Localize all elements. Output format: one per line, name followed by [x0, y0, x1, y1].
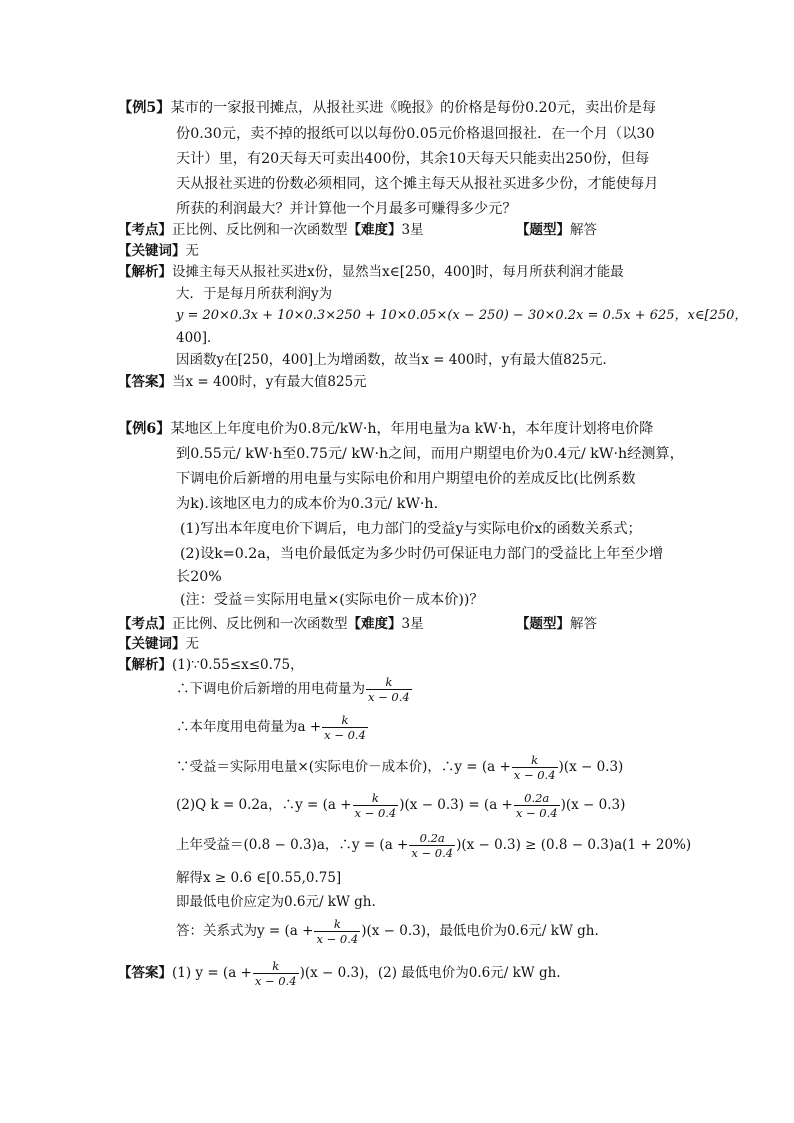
ex6-note: (注：受益＝实际用电量×(实际电价－成本价))？ — [180, 592, 484, 608]
ex6-question-2: (2)设k=0.2a，当电价最低定为多少时仍可保证电力部门的受益比上年至少增 — [180, 546, 664, 562]
fraction: $\frac{0.2a}{x - 0.4}$ — [515, 791, 558, 820]
ex5-line-5: 所获的利润最大？并计算他一个月最多可赚得多少元？ — [176, 201, 517, 217]
ex6-kaodian-row: 【考点】正比例、反比例和一次函数型【难度】3星 — [118, 616, 424, 632]
fraction: $\frac{k}{x - 0.4}$ — [316, 917, 359, 946]
ex5-line-3: 天计）里，有20天每天可卖出400份，其余10天每天只能卖出250份，但每 — [176, 151, 650, 167]
ex5-analysis-line-2: 大．于是每月所获利润y为 — [176, 286, 333, 302]
ex6-analysis-step-7: 解得x ≥ 0.6 ∈[0.55,0.75] — [176, 870, 342, 886]
ex5-answer: 【答案】当x = 400时，y有最大值825元 — [118, 374, 367, 390]
ex6-line-3: 下调电价后新增的用电量与实际电价和用户期望电价的差成反比(比例系数 — [176, 471, 636, 487]
ex6-tixing: 【题型】解答 — [516, 616, 597, 632]
ex5-profit-formula: y = 20×0.3x + 10×0.3×250 + 10×0.05×(x − 250) − 30×0.2x = 0.5x + 625，x∈[250， — [176, 308, 748, 323]
ex5-line-4: 天从报社买进的份数必须相同，这个摊主每天从报社买进多少份，才能使每月 — [176, 176, 659, 192]
ex6-analysis-step-6: 上年受益＝(0.8 − 0.3)a，∴y = (a + $\frac{0.2a}{x - 0.4}$ )(x − 0.3) ≥ (0.8 − 0.3)a(1 + 20%) — [176, 831, 692, 860]
ex5-tag: 【例5】 — [118, 100, 171, 116]
ex6-question-2-cont: 长20% — [176, 569, 222, 585]
ex6-analysis-step-3: ∴本年度用电荷量为a + $\frac{k}{x - 0.4}$ — [176, 713, 366, 742]
fraction: $\frac{k}{x - 0.4}$ — [513, 753, 556, 782]
fraction: $\frac{0.2a}{x - 0.4}$ — [411, 831, 454, 860]
ex5-tixing: 【题型】解答 — [516, 222, 597, 238]
ex5-kaodian-row: 【考点】正比例、反比例和一次函数型【难度】3星 — [118, 222, 424, 238]
ex6-tag: 【例6】 — [118, 421, 171, 437]
ex6-analysis-conclusion: 答：关系式为y = (a + $\frac{k}{x - 0.4}$ )(x − 0.3)，最低电价为0.6元/ kW gh. — [176, 917, 599, 946]
ex6-line-2: 到0.55元/ kW·h至0.75元/ kW·h之间，而用户期望电价为0.4元/ kW·h经测算， — [176, 446, 684, 462]
ex6-analysis-step-8: 即最低电价应定为0.6元/ kW gh. — [176, 894, 376, 910]
ex5-line-1: 【例5】某市的一家报刊摊点，从报社买进《晚报》的价格是每份0.20元，卖出价是每 — [118, 100, 657, 116]
ex6-analysis-step-2: ∴下调电价后新增的用电荷量为 $\frac{k}{x - 0.4}$ — [176, 675, 410, 704]
fraction: $\frac{k}{x - 0.4}$ — [354, 791, 397, 820]
ex6-analysis-step-4: ∵受益＝实际用电量×(实际电价－成本价)，∴y = (a + $\frac{k}{x - 0.4}$ )(x − 0.3) — [176, 753, 624, 782]
ex5-analysis-line-1: 【解析】设摊主每天从报社买进x份，显然当x∈[250，400]时，每月所获利润才能最 — [118, 264, 624, 280]
fraction: $\frac{k}{x - 0.4}$ — [254, 959, 297, 988]
fraction: $\frac{k}{x - 0.4}$ — [324, 713, 366, 742]
ex6-answer: 【答案】(1) y = (a + $\frac{k}{x - 0.4}$ )(x − 0.3)，(2) 最低电价为0.6元/ kW gh. — [118, 959, 561, 988]
ex6-keywords: 【关键词】无 — [118, 636, 199, 652]
ex6-question-1: (1)写出本年度电价下调后，电力部门的受益y与实际电价x的函数关系式； — [180, 521, 642, 537]
ex6-analysis-step-5: (2)Q k = 0.2a，∴y = (a + $\frac{k}{x - 0.4}$ )(x − 0.3) = (a + $\frac{0.2a}{x - 0.4}$ )(x − 0.3) — [176, 791, 626, 820]
ex6-line-4: 为k).该地区电力的成本价为0.3元/ kW·h. — [176, 496, 439, 512]
ex6-analysis-step-1: 【解析】(1)∵0.55≤x≤0.75， — [118, 657, 304, 673]
ex5-line-2: 份0.30元，卖不掉的报纸可以以每份0.05元价格退回报社．在一个月（以30 — [176, 126, 655, 142]
ex5-analysis-line-5: 因函数y在[250，400]上为增函数，故当x = 400时，y有最大值825元. — [176, 352, 607, 368]
ex5-analysis-line-4: 400]． — [176, 330, 221, 346]
ex5-keywords: 【关键词】无 — [118, 243, 199, 259]
ex6-line-1: 【例6】某地区上年度电价为0.8元/kW·h，年用电量为a kW·h，本年度计划将电价降 — [118, 421, 654, 437]
fraction: $\frac{k}{x - 0.4}$ — [368, 675, 410, 704]
